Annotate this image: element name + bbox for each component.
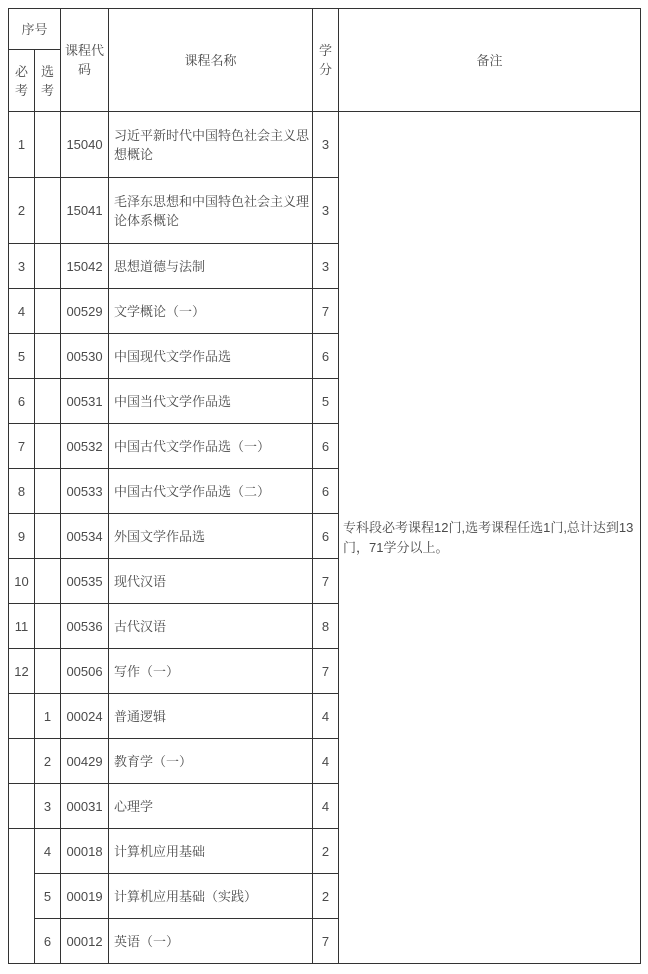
- required-seq-cell: 10: [9, 559, 35, 604]
- credits-cell: 5: [313, 379, 339, 424]
- course-code-cell: 00532: [61, 424, 109, 469]
- credits-cell: 3: [313, 112, 339, 178]
- course-row: [9, 112, 641, 178]
- required-seq-cell: 8: [9, 469, 35, 514]
- course-name-cell: 心理学: [109, 784, 313, 829]
- credits-cell: 4: [313, 784, 339, 829]
- course-code-cell: 00533: [61, 469, 109, 514]
- elective-seq-cell: 4: [35, 829, 61, 874]
- credits-cell: 3: [313, 178, 339, 244]
- elective-seq-cell: 6: [35, 919, 61, 964]
- credits-cell: 6: [313, 424, 339, 469]
- required-seq-cell: 4: [9, 289, 35, 334]
- elective-seq-cell: 5: [35, 874, 61, 919]
- course-name-cell: 写作（一）: [109, 649, 313, 694]
- course-name-cell: 计算机应用基础: [109, 829, 313, 874]
- elective-seq-cell: [35, 112, 61, 178]
- required-seq-cell: 2: [9, 178, 35, 244]
- elective-seq-cell: [35, 178, 61, 244]
- elective-seq-cell: [35, 649, 61, 694]
- course-name-cell: 外国文学作品选: [109, 514, 313, 559]
- course-name-cell: 中国现代文学作品选: [109, 334, 313, 379]
- header-course-name: 课程名称: [109, 9, 313, 112]
- course-code-cell: 00024: [61, 694, 109, 739]
- course-name-cell: 计算机应用基础（实践）: [109, 874, 313, 919]
- header-credits: 学分: [313, 9, 339, 112]
- remarks-cell: 专科段必考课程12门,选考课程任选1门,总计达到13门，71学分以上。: [339, 112, 641, 964]
- required-seq-cell: 12: [9, 649, 35, 694]
- course-code-cell: 00018: [61, 829, 109, 874]
- required-seq-cell: [9, 784, 35, 829]
- credits-cell: 6: [313, 514, 339, 559]
- header-elective: 选考: [35, 50, 61, 112]
- required-seq-cell-merged: [9, 829, 35, 964]
- course-code-cell: 15042: [61, 244, 109, 289]
- credits-cell: 2: [313, 874, 339, 919]
- course-table: [8, 8, 641, 964]
- course-code-cell: 00031: [61, 784, 109, 829]
- required-seq-cell: 3: [9, 244, 35, 289]
- header-row-top: [9, 9, 641, 50]
- course-code-cell: 00506: [61, 649, 109, 694]
- header-seq: 序号: [9, 9, 61, 50]
- required-seq-cell: 7: [9, 424, 35, 469]
- credits-cell: 7: [313, 649, 339, 694]
- course-code-cell: 00536: [61, 604, 109, 649]
- credits-cell: 4: [313, 694, 339, 739]
- credits-cell: 7: [313, 559, 339, 604]
- course-name-cell: 文学概论（一）: [109, 289, 313, 334]
- credits-cell: 2: [313, 829, 339, 874]
- elective-seq-cell: 1: [35, 694, 61, 739]
- required-seq-cell: 1: [9, 112, 35, 178]
- required-seq-cell: [9, 694, 35, 739]
- credits-cell: 4: [313, 739, 339, 784]
- credits-cell: 7: [313, 289, 339, 334]
- course-code-cell: 00429: [61, 739, 109, 784]
- course-code-cell: 00529: [61, 289, 109, 334]
- elective-seq-cell: 2: [35, 739, 61, 784]
- course-name-cell: 思想道德与法制: [109, 244, 313, 289]
- credits-cell: 7: [313, 919, 339, 964]
- header-course-code: 课程代码: [61, 9, 109, 112]
- course-code-cell: 00530: [61, 334, 109, 379]
- course-code-cell: 00012: [61, 919, 109, 964]
- course-name-cell: 古代汉语: [109, 604, 313, 649]
- elective-seq-cell: [35, 559, 61, 604]
- header-required: 必考: [9, 50, 35, 112]
- course-code-cell: 00531: [61, 379, 109, 424]
- required-seq-cell: 6: [9, 379, 35, 424]
- course-code-cell: 00535: [61, 559, 109, 604]
- course-name-cell: 中国古代文学作品选（一）: [109, 424, 313, 469]
- elective-seq-cell: [35, 424, 61, 469]
- course-name-cell: 英语（一）: [109, 919, 313, 964]
- elective-seq-cell: [35, 604, 61, 649]
- elective-seq-cell: [35, 379, 61, 424]
- course-name-cell: 现代汉语: [109, 559, 313, 604]
- credits-cell: 6: [313, 469, 339, 514]
- required-seq-cell: 9: [9, 514, 35, 559]
- elective-seq-cell: [35, 289, 61, 334]
- elective-seq-cell: [35, 244, 61, 289]
- course-code-cell: 00534: [61, 514, 109, 559]
- credits-cell: 8: [313, 604, 339, 649]
- required-seq-cell: [9, 739, 35, 784]
- course-name-cell: 中国当代文学作品选: [109, 379, 313, 424]
- course-code-cell: 00019: [61, 874, 109, 919]
- required-seq-cell: 11: [9, 604, 35, 649]
- course-name-cell: 习近平新时代中国特色社会主义思想概论: [109, 112, 313, 178]
- course-code-cell: 15041: [61, 178, 109, 244]
- elective-seq-cell: [35, 469, 61, 514]
- course-name-cell: 教育学（一）: [109, 739, 313, 784]
- credits-cell: 3: [313, 244, 339, 289]
- elective-seq-cell: [35, 334, 61, 379]
- course-name-cell: 中国古代文学作品选（二）: [109, 469, 313, 514]
- credits-cell: 6: [313, 334, 339, 379]
- course-name-cell: 普通逻辑: [109, 694, 313, 739]
- header-remarks: 备注: [339, 9, 641, 112]
- course-name-cell: 毛泽东思想和中国特色社会主义理论体系概论: [109, 178, 313, 244]
- course-code-cell: 15040: [61, 112, 109, 178]
- elective-seq-cell: 3: [35, 784, 61, 829]
- required-seq-cell: 5: [9, 334, 35, 379]
- elective-seq-cell: [35, 514, 61, 559]
